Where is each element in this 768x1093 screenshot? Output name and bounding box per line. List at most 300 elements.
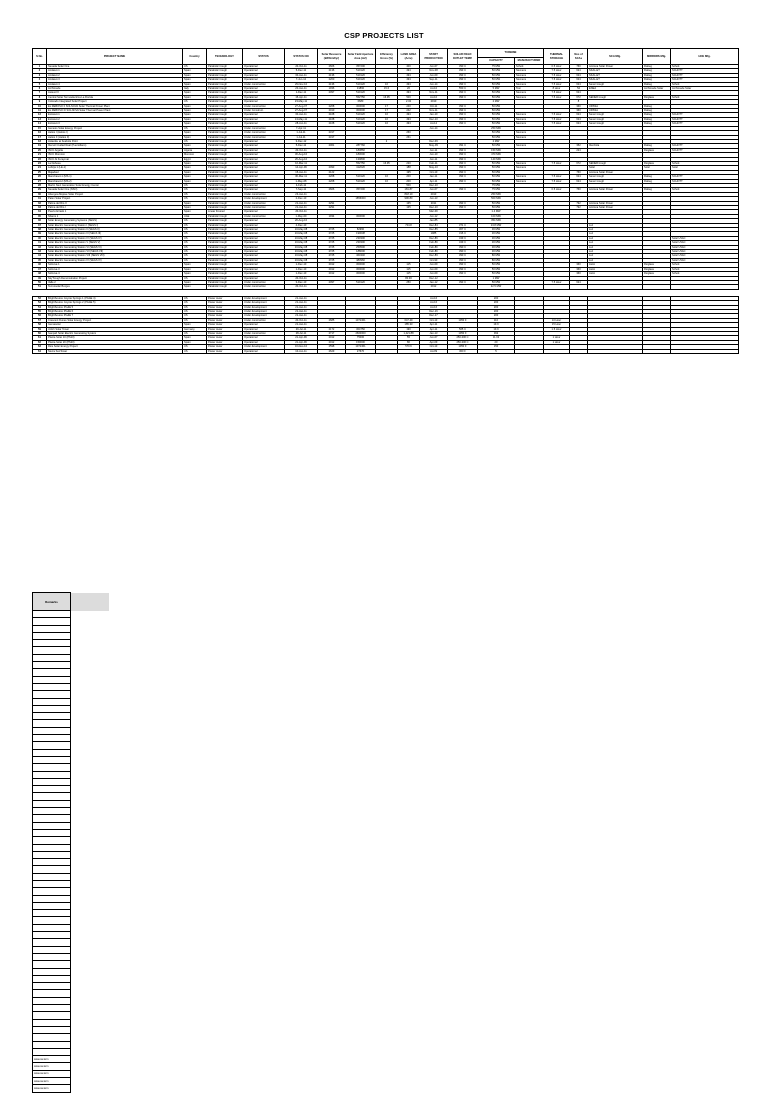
- cell-hce: Solel UVAC: [671, 245, 739, 249]
- cell-mirrors: Flabeg: [643, 179, 671, 183]
- cell-status: Operational: [243, 166, 285, 170]
- cell-sno: 49: [33, 276, 47, 280]
- cell-country: Spain: [183, 175, 207, 179]
- cell-aperture: 510120: [346, 69, 376, 73]
- cell-country: US: [183, 197, 207, 201]
- cell-country: US: [183, 309, 207, 313]
- cell-country: Algeria: [183, 148, 207, 152]
- cell-mirrors: Flabeg: [643, 122, 671, 126]
- header-capacity: CAPACITY: [478, 58, 515, 65]
- cell-status: Operational: [243, 65, 285, 69]
- remarks-row: [33, 946, 109, 953]
- remarks-cell: [33, 939, 71, 946]
- remarks-empty-cell: [71, 1005, 109, 1012]
- cell-mirrors: Rioglass: [643, 263, 671, 267]
- cell-storage: 7.5 Hour: [544, 91, 570, 95]
- remarks-row: [33, 632, 109, 639]
- cell-technology: Power tower: [207, 349, 243, 353]
- cell-sno: 42: [33, 245, 47, 249]
- remarks-cell: [33, 1048, 71, 1055]
- cell-technology: Parabolic trough: [207, 263, 243, 267]
- remarks-cell: [33, 771, 71, 778]
- remarks-empty-cell: [71, 829, 109, 836]
- cell-technology: Power tower: [207, 331, 243, 335]
- cell-status: Operational: [243, 254, 285, 258]
- cell-land: 135: [398, 206, 420, 210]
- cell-aperture: 552750: [346, 161, 376, 165]
- header-status: STATUS: [243, 49, 285, 65]
- cell-status: Operational: [243, 91, 285, 95]
- cell-capacity: 250 MW: [478, 192, 515, 196]
- cell-status-on: 30-Jan-11: [285, 73, 318, 77]
- cell-status-on: 15-Jan-11: [285, 170, 318, 174]
- cell-country: US: [183, 318, 207, 322]
- cell-outlet: 393 C: [448, 73, 478, 77]
- header-name: PROJECT NAME: [47, 49, 183, 65]
- remarks-empty-cell: [71, 698, 109, 705]
- cell-capacity: 50 MW: [478, 267, 515, 271]
- remarks-row: [33, 793, 109, 800]
- cell-sca-mfg: Luz: [588, 232, 643, 236]
- cell-land: 195: [398, 170, 420, 174]
- cell-technology: Parabolic trough: [207, 153, 243, 157]
- cell-aperture: 250500: [346, 245, 376, 249]
- cell-aperture: 483960: [346, 258, 376, 262]
- cell-solar-resource: 2725: [318, 245, 346, 249]
- remarks-row: [33, 1056, 109, 1063]
- remarks-row: [33, 1041, 109, 1048]
- remarks-empty-cell: [71, 1048, 109, 1055]
- cell-status: Under development: [243, 301, 285, 305]
- remarks-empty-cell: [71, 1070, 109, 1077]
- cell-storage: 0.5 Hour: [544, 188, 570, 192]
- cell-capacity: 140 MW: [478, 157, 515, 161]
- cell-start: Jun-09: [420, 73, 448, 77]
- cell-mirrors: Flabeg: [643, 113, 671, 117]
- cell-scas: 624: [570, 175, 588, 179]
- cell-efficiency: 17: [376, 109, 398, 113]
- cell-status: Operational: [243, 188, 285, 192]
- cell-country: Spain: [183, 122, 207, 126]
- cell-start: Jul-16: [420, 296, 448, 300]
- cell-land: 200: [398, 175, 420, 179]
- remarks-cell: [33, 990, 71, 997]
- cell-land: [398, 349, 420, 353]
- cell-country: US: [183, 296, 207, 300]
- cell-status: Under construction: [243, 192, 285, 196]
- cell-sno: 23: [33, 161, 47, 165]
- cell-name: SkyTrough Demonstration Project: [47, 276, 183, 280]
- cell-aperture: 300000: [346, 104, 376, 108]
- remarks-cell: [33, 654, 71, 661]
- cell-country: UAE: [183, 214, 207, 218]
- remarks-cell: [33, 1026, 71, 1033]
- cell-status-on: 20-Aug-10: [285, 219, 318, 223]
- cell-country: US: [183, 236, 207, 240]
- cell-status-on: 28-Jul-11: [285, 331, 318, 335]
- remarks-row: [33, 1005, 109, 1012]
- remarks-empty-cell: [71, 939, 109, 946]
- cell-sno: 10: [33, 104, 47, 108]
- cell-capacity: 75 MW: [478, 183, 515, 187]
- cell-name: Solnova 1: [47, 263, 183, 267]
- remarks-cell: [33, 727, 71, 734]
- cell-land: 80.93: [398, 276, 420, 280]
- cell-name: Palma del Río II: [47, 201, 183, 205]
- cell-status-on: 20-Oct-11: [285, 148, 318, 152]
- cell-name: BrightSource PG&E 7: [47, 314, 183, 318]
- remarks-empty-cell: [71, 837, 109, 844]
- cell-name: Solnova 3: [47, 267, 183, 271]
- cell-aperture: 230300: [346, 236, 376, 240]
- cell-start: Feb-11: [420, 161, 448, 165]
- cell-storage: 7.5 Hour: [544, 179, 570, 183]
- cell-start: Mar-09: [420, 210, 448, 214]
- remarks-empty-cell: [71, 778, 109, 785]
- cell-land: 996.80: [398, 197, 420, 201]
- cell-aperture: 82960: [346, 228, 376, 232]
- cell-name: Abengoa Mojave Solar Project: [47, 192, 183, 196]
- cell-capacity: 200: [478, 309, 515, 313]
- cell-sno: 61: [33, 336, 47, 340]
- cell-technology: Parabolic trough: [207, 91, 243, 95]
- cell-sca-mfg: Acciona Solar Power: [588, 206, 643, 210]
- cell-outlet: 393 C: [448, 166, 478, 170]
- cell-name: Palma del Río I: [47, 206, 183, 210]
- cell-name: Valle 2: [47, 280, 183, 284]
- cell-technology: Parabolic trough: [207, 228, 243, 232]
- cell-name: Gemasolar: [47, 323, 183, 327]
- cell-outlet: 393 C: [448, 69, 478, 73]
- cell-technology: Parabolic trough: [207, 117, 243, 121]
- cell-status: Operational: [243, 117, 285, 121]
- remarks-row: [33, 1085, 109, 1092]
- cell-sno: 60: [33, 331, 47, 335]
- cell-technology: Parabolic trough: [207, 241, 243, 245]
- cell-manufacturer: Siemens: [515, 122, 544, 126]
- cell-sca-mfg: Luz: [588, 236, 643, 240]
- cell-sno: 18: [33, 139, 47, 143]
- cell-sno: 52: [33, 296, 47, 300]
- cell-start: Sep-11: [420, 78, 448, 82]
- cell-storage: [544, 349, 570, 353]
- remarks-row: [33, 829, 109, 836]
- remarks-empty-cell: [71, 1078, 109, 1085]
- cell-status: Operational: [243, 272, 285, 276]
- cell-storage: 1.5 Hour: [544, 327, 570, 331]
- cell-start: Jan-13: [420, 331, 448, 335]
- cell-status: Operational: [243, 219, 285, 223]
- remarks-empty-cell: [71, 800, 109, 807]
- header-country: Country: [183, 49, 207, 65]
- cell-sno: 59: [33, 327, 47, 331]
- cell-land: 261: [398, 135, 420, 139]
- cell-status-on: 1-Jul-11: [285, 135, 318, 139]
- cell-status-on: 1-Jul-11: [285, 131, 318, 135]
- cell-manufacturer: Siemens: [515, 117, 544, 121]
- cell-capacity: 75 MW: [478, 65, 515, 69]
- remarks-cell: [33, 1005, 71, 1012]
- cell-country: Spain: [183, 285, 207, 289]
- cell-name: Lebrija 1 (LE-1): [47, 166, 183, 170]
- cell-solar-resource: 2208: [318, 104, 346, 108]
- cell-sno: 46: [33, 263, 47, 267]
- cell-scas: 672: [570, 95, 588, 99]
- remarks-row: [33, 698, 109, 705]
- remarks-cell: [33, 808, 71, 815]
- cell-status-on: 2-Dec-10: [285, 197, 318, 201]
- cell-solar-resource: 2725: [318, 236, 346, 240]
- cell-technology: Parabolic trough: [207, 232, 243, 236]
- cell-manufacturer: Siemens: [515, 166, 544, 170]
- cell-technology: Power tower: [207, 309, 243, 313]
- cell-aperture: 510120: [346, 280, 376, 284]
- remarks-empty-cell: [71, 654, 109, 661]
- cell-start: Oct-90: [420, 258, 448, 262]
- remarks-row: [33, 815, 109, 822]
- cell-status: Operational: [243, 245, 285, 249]
- cell-scas: 360: [570, 109, 588, 113]
- cell-status-on: 29-Jul-11: [285, 327, 318, 331]
- remarks-empty-cell: [71, 961, 109, 968]
- cell-land: 240: [398, 104, 420, 108]
- header-land: LAND AREA (Acre): [398, 49, 420, 65]
- cell-status-on: 21-Jan-11: [285, 206, 318, 210]
- cell-hce: SCHOTT: [671, 117, 739, 121]
- cell-technology: Parabolic trough: [207, 272, 243, 276]
- cell-outlet: 393 C: [448, 157, 478, 161]
- remarks-cell: [33, 625, 71, 632]
- remarks-cell: [33, 778, 71, 785]
- cell-status-on: 30-Mar-11: [285, 175, 318, 179]
- cell-outlet: 390 C: [448, 254, 478, 258]
- cell-sno: 37: [33, 223, 47, 227]
- cell-start: Jun-14: [420, 82, 448, 86]
- cell-land: 818.10: [398, 192, 420, 196]
- cell-sno: 54: [33, 305, 47, 309]
- cell-name: Extresol-1: [47, 113, 183, 117]
- cell-name: Andasol-3: [47, 78, 183, 82]
- cell-outlet: 393 C: [448, 91, 478, 95]
- cell-capacity: 30 MW: [478, 228, 515, 232]
- remarks-empty-cell: [71, 705, 109, 712]
- cell-sca-mfg: Acciona Solar Power: [588, 170, 643, 174]
- remarks-empty-cell: [71, 953, 109, 960]
- cell-country: US: [183, 345, 207, 349]
- cell-scas: 360: [570, 263, 588, 267]
- cell-technology: Parabolic trough: [207, 161, 243, 165]
- cell-status-on: 3-Dec-10: [285, 280, 318, 284]
- cell-aperture: 510120: [346, 113, 376, 117]
- cell-start: Feb-89: [420, 250, 448, 254]
- remarks-cell: [33, 932, 71, 939]
- cell-solar-resource: 2725: [318, 258, 346, 262]
- cell-start: Nov-11: [420, 91, 448, 95]
- remarks-cell: [33, 975, 71, 982]
- cell-status-on: 21-Jan-11: [285, 296, 318, 300]
- cell-start: Jan-10: [420, 113, 448, 117]
- cell-storage: 7.5 Hour: [544, 117, 570, 121]
- cell-land: 115: [398, 267, 420, 271]
- cell-technology: Parabolic trough: [207, 69, 243, 73]
- cell-status: Operational: [243, 267, 285, 271]
- remarks-empty-cell: [71, 618, 109, 625]
- cell-technology: Parabolic trough: [207, 250, 243, 254]
- cell-status-on: 20-Oct-11: [285, 318, 318, 322]
- cell-start: 1985: [420, 232, 448, 236]
- cell-start: Apr-11: [420, 179, 448, 183]
- remarks-empty-cell: [71, 1041, 109, 1048]
- cell-manufacturer: Siemens: [515, 69, 544, 73]
- remarks-cell: [33, 1012, 71, 1019]
- cell-technology: Parabolic trough: [207, 276, 243, 280]
- remarks-row: [33, 735, 109, 742]
- remarks-empty-cell: [71, 1056, 109, 1063]
- cell-efficiency: 15.6: [376, 87, 398, 91]
- cell-efficiency: 16: [376, 122, 398, 126]
- cell-sno: 48: [33, 272, 47, 276]
- cell-solar-resource: 2136: [318, 82, 346, 86]
- cell-hce: Schott: [671, 272, 739, 276]
- cell-manufacturer: Siemens: [515, 91, 544, 95]
- remarks-cell: [33, 676, 71, 683]
- cell-status: Under construction: [243, 126, 285, 130]
- cell-storage: 7.5 Hour: [544, 95, 570, 99]
- remarks-empty-cell: [71, 859, 109, 866]
- cell-status-on: 30-Aug-10: [285, 153, 318, 157]
- cell-status: Operational: [243, 69, 285, 73]
- cell-technology: Power tower: [207, 336, 243, 340]
- cell-scas: 624: [570, 117, 588, 121]
- cell-sno: 16: [33, 131, 47, 135]
- cell-outlet: 393 C: [448, 122, 478, 126]
- cell-start: Jun-10: [420, 153, 448, 157]
- cell-outlet: 1050 F: [448, 331, 478, 335]
- remarks-row: [33, 618, 109, 625]
- remarks-empty-cell: [71, 910, 109, 917]
- cell-status: Under development: [243, 314, 285, 318]
- cell-status: Operational: [243, 87, 285, 91]
- cell-outlet: 1050 F: [448, 318, 478, 322]
- cell-capacity: 200: [478, 314, 515, 318]
- cell-solar-resource: 2097: [318, 280, 346, 284]
- cell-mirrors: [643, 349, 671, 353]
- remarks-row: [33, 910, 109, 917]
- remarks-row: [33, 749, 109, 756]
- cell-capacity: 30 MW: [478, 245, 515, 249]
- cell-sca-mfg: SENER trough: [588, 161, 643, 165]
- remarks-empty-cell: [71, 640, 109, 647]
- remarks-empty-cell: [71, 1034, 109, 1041]
- remarks-empty-cell: [71, 1019, 109, 1026]
- cell-solar-resource: 2317: [318, 131, 346, 135]
- cell-manufacturer: Siemens: [515, 131, 544, 135]
- cell-scas: [570, 349, 588, 353]
- cell-status-on: 30-Jan-11: [285, 113, 318, 117]
- cell-efficiency: 16: [376, 175, 398, 179]
- remarks-empty-cell: [71, 647, 109, 654]
- remarks-cell: [33, 640, 71, 647]
- remarks-body: [33, 611, 109, 1093]
- cell-aperture: 300000: [346, 214, 376, 218]
- cell-name: Solar Electric Generating Station I (SEGS I): [47, 223, 183, 227]
- cell-start: Jan-12: [420, 280, 448, 284]
- cell-aperture: 188000: [346, 250, 376, 254]
- cell-technology: Power tower: [207, 318, 243, 322]
- cell-aperture: 1856000: [346, 197, 376, 201]
- cell-status: Operational: [243, 336, 285, 340]
- cell-land: 494: [398, 69, 420, 73]
- cell-technology: Parabolic trough: [207, 100, 243, 104]
- remarks-row: [33, 1012, 109, 1019]
- cell-start: 2012: [420, 285, 448, 289]
- cell-solar-resource: 2136: [318, 69, 346, 73]
- cell-status-on: 10-May-08: [285, 258, 318, 262]
- cell-land: 494: [398, 91, 420, 95]
- cell-efficiency: 16: [376, 179, 398, 183]
- cell-scas: 624: [570, 179, 588, 183]
- cell-start: Dec-17: [420, 314, 448, 318]
- cell-country: Spain: [183, 131, 207, 135]
- cell-start: Dec-86: [420, 236, 448, 240]
- cell-name: Archimede: [47, 87, 183, 91]
- header-technology: TECHNOLOGY: [207, 49, 243, 65]
- cell-solar-resource: 2291: [318, 206, 346, 210]
- remarks-cell: [33, 815, 71, 822]
- cell-technology: Parabolic trough: [207, 188, 243, 192]
- remarks-row: [33, 756, 109, 763]
- cell-name: Andasol-1: [47, 69, 183, 73]
- cell-solar-resource: 2208: [318, 179, 346, 183]
- cell-aperture: 190038: [346, 232, 376, 236]
- cell-capacity: 75 MW: [478, 188, 515, 192]
- cell-country: Spain: [183, 272, 207, 276]
- cell-capacity: 1.4 MW: [478, 210, 515, 214]
- remarks-empty-cell: [71, 793, 109, 800]
- cell-country: Spain: [183, 82, 207, 86]
- cell-sno: 3: [33, 73, 47, 77]
- cell-outlet: 393 C: [448, 78, 478, 82]
- remarks-empty-cell: [71, 735, 109, 742]
- cell-outlet: 393 C: [448, 175, 478, 179]
- table-row: [33, 349, 739, 353]
- remarks-cell: [33, 888, 71, 895]
- cell-name: ISCC Al Kuraymat: [47, 157, 183, 161]
- cell-country: Spain: [183, 210, 207, 214]
- remarks-cell: [33, 611, 71, 618]
- cell-status: Operational: [243, 236, 285, 240]
- cell-solar-resource: 2606: [318, 65, 346, 69]
- cell-capacity: 50 MW: [478, 109, 515, 113]
- section-divider: [33, 289, 739, 296]
- cell-outlet: 565 C: [448, 327, 478, 331]
- cell-manufacturer: Schott: [515, 65, 544, 69]
- cell-country: US: [183, 250, 207, 254]
- cell-start: Dec-85: [420, 228, 448, 232]
- cell-start: 2010: [420, 100, 448, 104]
- cell-status: Under construction: [243, 285, 285, 289]
- cell-technology: Parabolic trough: [207, 183, 243, 187]
- header-storage: THERMAL STORAGE: [544, 49, 570, 65]
- cell-sno: 9: [33, 100, 47, 104]
- cell-outlet: 393 C: [448, 201, 478, 205]
- cell-aperture: 510120: [346, 179, 376, 183]
- cell-solar-resource: 2725: [318, 232, 346, 236]
- cell-name: Manchasol-2 (MS-2): [47, 179, 183, 183]
- cell-capacity: 50 MW: [478, 175, 515, 179]
- cell-status-on: 20-Oct-11: [285, 276, 318, 280]
- cell-country: Spain: [183, 109, 207, 113]
